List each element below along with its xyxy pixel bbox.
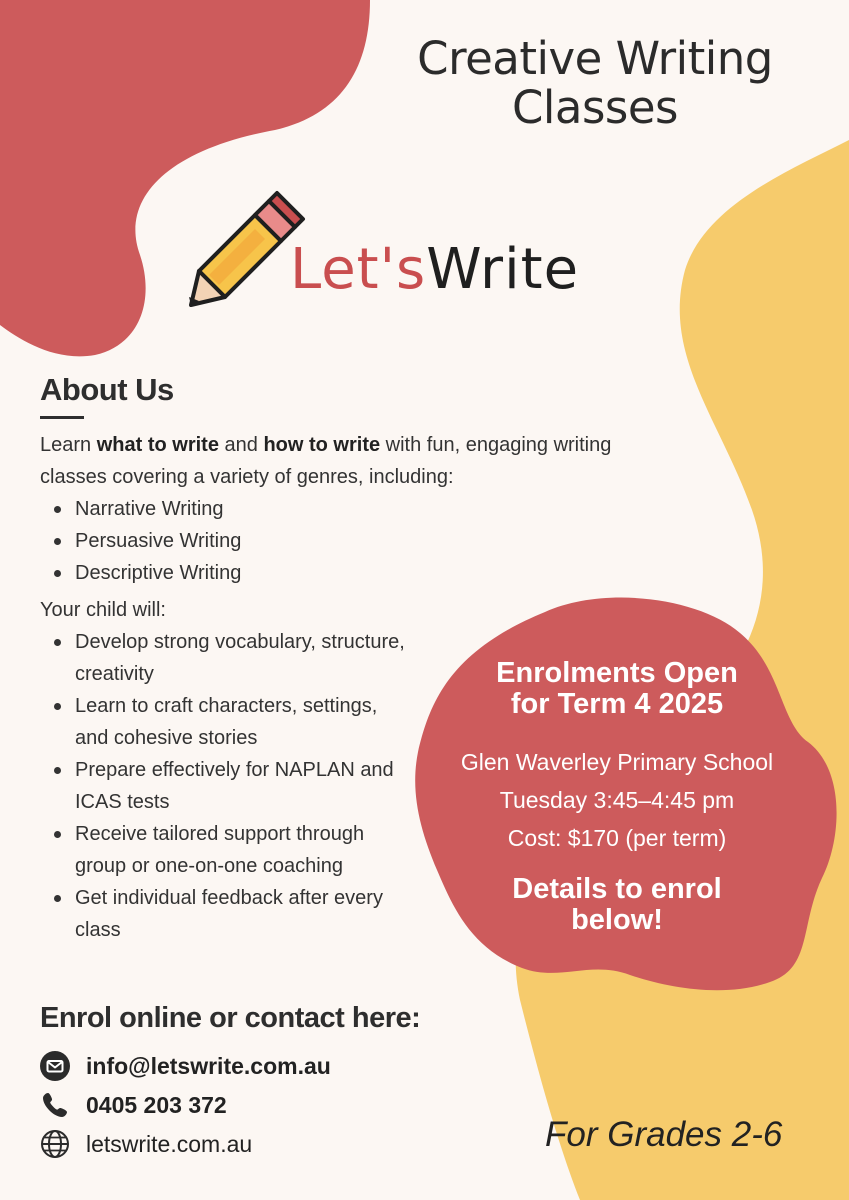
list-item: Receive tailored support through group or one-on-one coaching [75,818,410,882]
website-link[interactable]: letswrite.com.au [86,1130,253,1157]
grades-label: For Grades 2-6 [545,1115,783,1154]
logo-word-lets: Let's [290,237,427,302]
list-item: Descriptive Writing [75,557,241,589]
benefits-list [40,626,410,946]
list-item: Get individual feedback after every class [75,882,410,946]
enrolment-cta [418,874,816,936]
title-line-1: Creative Writing [417,32,773,85]
list-item: Develop strong vocabulary, structure, creativity [75,626,410,690]
email-icon [40,1051,70,1081]
about-intro [40,429,660,493]
enrolment-cta-line-1: Details to enrol [512,873,722,905]
title-line-2: Classes [511,81,679,134]
enrolment-headline-line-1: Enrolments Open [496,657,738,689]
enrolment-time: Tuesday 3:45–4:45 pm [499,787,735,813]
enrolment-venue: Glen Waverley Primary School [460,749,774,775]
about-underline [40,416,84,419]
intro-bold-2: how to write [263,434,381,456]
about-heading: About Us [40,372,174,407]
enrolment-info [418,743,816,857]
genres-list [40,493,241,589]
child-label: Your child will: [40,599,166,621]
phone-icon [40,1090,70,1120]
list-item: Prepare effectively for NAPLAN and ICAS tests [75,754,410,818]
logo-word-write: Write [426,237,580,302]
enrolment-cost: Cost: $170 (per term) [507,825,727,851]
intro-text-2: and [218,434,264,456]
list-item: Persuasive Writing [75,525,241,557]
email-link[interactable]: info@letswrite.com.au [86,1052,331,1079]
intro-bold-1: what to write [96,434,219,456]
contact-phone[interactable] [40,1089,227,1121]
contact-website[interactable] [40,1128,252,1160]
page-title [370,34,820,132]
contact-email[interactable] [40,1050,331,1082]
enrolment-headline-line-2: for Term 4 2025 [510,688,724,720]
intro-text-1: Learn [40,434,97,456]
contact-heading: Enrol online or contact here: [40,1002,421,1034]
list-item: Narrative Writing [75,493,241,525]
list-item: Learn to craft characters, settings, and cohesive stories [75,690,410,754]
globe-icon [40,1129,70,1159]
enrolment-cta-line-2: below! [571,904,663,936]
logo-wordmark [290,238,579,302]
enrolment-headline [418,658,816,720]
phone-number[interactable]: 0405 203 372 [86,1091,227,1118]
intro-text-3: with fun, engaging writing classes covering a variety of genres, including: [40,434,612,488]
